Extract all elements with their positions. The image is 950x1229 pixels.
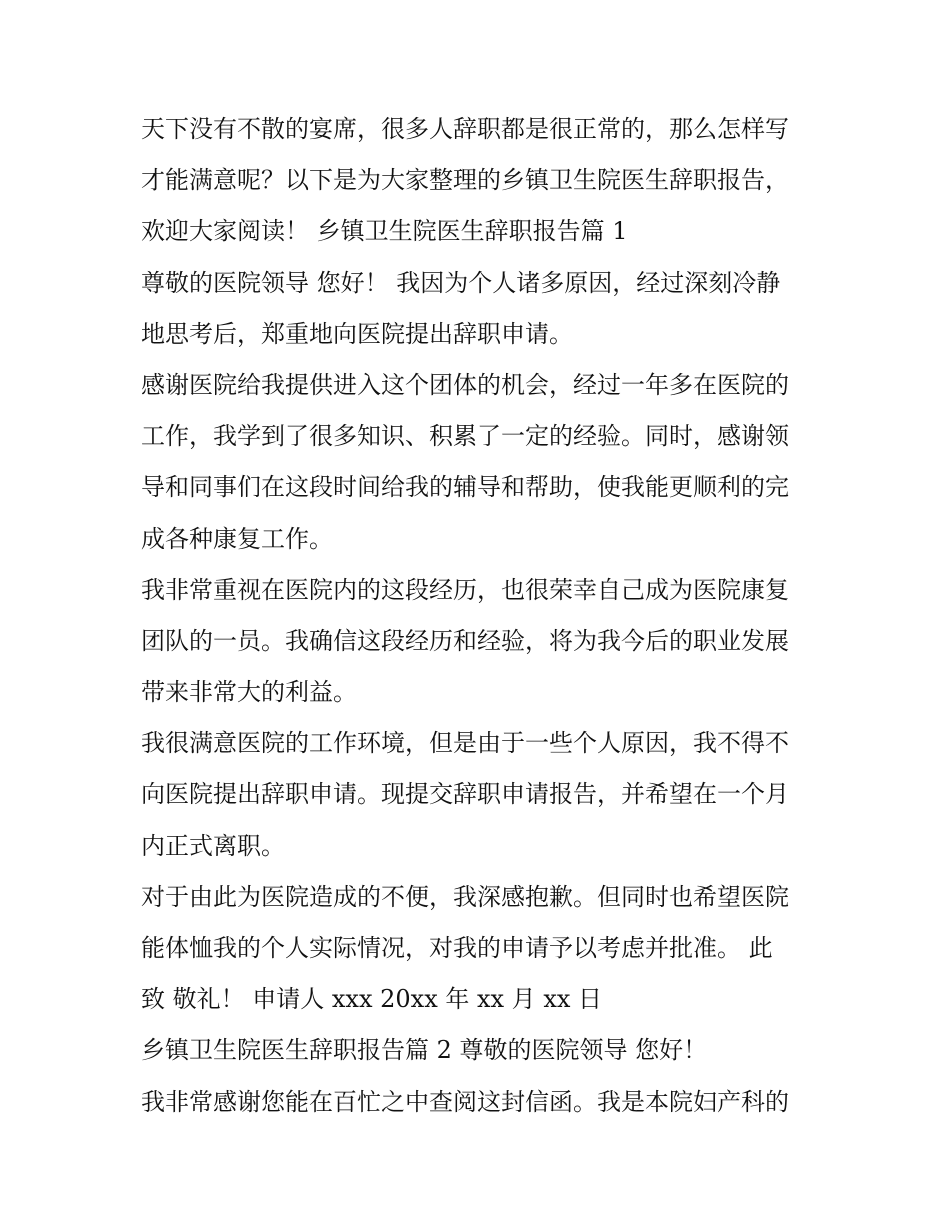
text-line: 天下没有不散的宴席，很多人辞职都是很正常的，那么怎样写: [141, 115, 789, 143]
text-line: 对于由此为医院造成的不便，我深感抱歉。但同时也希望医院: [141, 882, 789, 911]
text-line: 我非常重视在医院内的这段经历，也很荣幸自己成为医院康复: [141, 575, 789, 604]
text-line: 感谢医院给我提供进入这个团体的机会，经过一年多在医院的: [141, 370, 789, 399]
text-line: 团队的一员。我确信这段经历和经验，将为我今后的职业发展: [141, 626, 789, 655]
document-body: [141, 104, 821, 1128]
text-line: 才能满意呢？以下是为大家整理的乡镇卫生院医生辞职报告，: [141, 166, 789, 195]
text-line: 致 敬礼！ 申请人 xxx 20xx 年 xx 月 xx 日: [141, 985, 603, 1014]
text-line: 工作，我学到了很多知识、积累了一定的经验。同时，感谢领: [141, 422, 789, 451]
text-line: 能体恤我的个人实际情况，对我的申请予以考虑并批准。 此: [141, 934, 773, 962]
text-line: 乡镇卫生院医生辞职报告篇 2 尊敬的医院领导 您好！: [141, 1036, 708, 1065]
text-line: 尊敬的医院领导 您好！ 我因为个人诸多原因，经过深刻冷静: [141, 268, 781, 297]
text-line: 向医院提出辞职申请。现提交辞职申请报告，并希望在一个月: [141, 780, 789, 809]
text-line: 地思考后，郑重地向医院提出辞职申请。: [141, 319, 573, 348]
text-line: 我很满意医院的工作环境，但是由于一些个人原因，我不得不: [141, 729, 789, 758]
text-line: 内正式离职。: [141, 831, 285, 860]
text-line: 我非常感谢您能在百忙之中查阅这封信函。我是本院妇产科的: [141, 1087, 789, 1116]
text-line: 带来非常大的利益。: [141, 678, 357, 707]
text-line: 导和同事们在这段时间给我的辅导和帮助，使我能更顺利的完: [141, 473, 789, 502]
text-line: 欢迎大家阅读！ 乡镇卫生院医生辞职报告篇 1: [141, 217, 628, 246]
text-line: 成各种康复工作。: [141, 524, 333, 553]
